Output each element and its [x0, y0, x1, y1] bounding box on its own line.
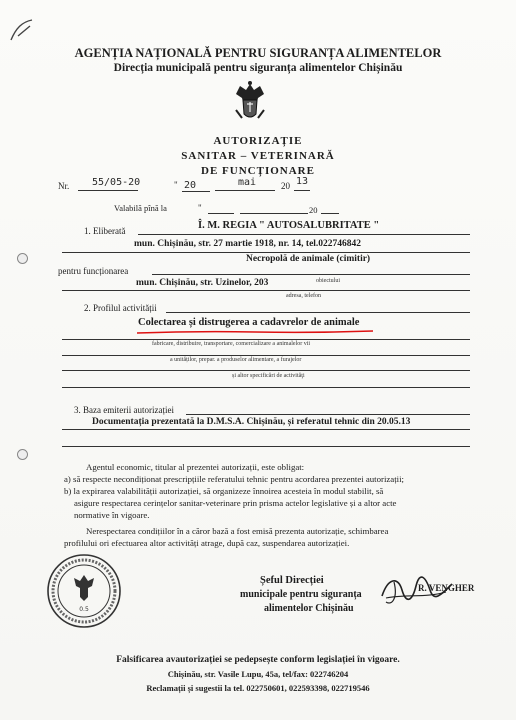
valid-until-quote: ": [198, 203, 202, 213]
address-hint: adresa, telefon: [286, 293, 321, 299]
official-stamp-icon: [46, 553, 122, 629]
operation-label: pentru funcționarea: [58, 266, 129, 276]
number-label: Nr.: [58, 181, 70, 191]
date-quote: ": [174, 180, 178, 190]
date-day: 20: [184, 180, 197, 191]
agency-title: AGENȚIA NAȚIONALĂ PENTRU SIGURANȚA ALIMENTELOR: [74, 46, 442, 60]
date-year: 13: [296, 176, 309, 187]
activity-profile-label: 2. Profilul activității: [84, 303, 157, 313]
signatory-title-2: municipale pentru siguranța: [240, 589, 362, 600]
svg-text:0.5: 0.5: [79, 606, 89, 613]
signatory-title-1: Șeful Direcției: [260, 575, 324, 586]
footer-address: Chișinău, str. Vasile Lupu, 45a, tel/fax: 022746204: [167, 669, 349, 679]
activity-profile-value: Colectarea și distrugerea a cadavrelor de animale: [138, 317, 360, 328]
obligation-b1: b) la expirarea valabilității autorizației, să organizeze înnoirea acesteia în modul stabilit, să: [64, 486, 384, 496]
agency-subtitle: Direcția municipală pentru siguranța alimentelor Chișinău: [113, 62, 403, 74]
date-year-prefix: 20: [281, 181, 290, 191]
punch-hole: [17, 449, 28, 460]
corner-mark-icon: [8, 18, 38, 44]
consequence-2: profilului ori efectuarea altor activități atrage, după caz, suspendarea autorizației.: [64, 538, 350, 548]
obligation-a: a) să respecte necondiționat prescripțiile referatului tehnic pentru acordarea prezentei autorizații;: [64, 474, 404, 484]
red-underline: [135, 327, 375, 337]
facility-hint: obiectului: [316, 278, 340, 284]
facility-address: mun. Chișinău, str. Uzinelor, 203: [136, 278, 269, 288]
activity-hint-1: fabricare, distribuire, transportare, comercializare a animalelor vii: [152, 341, 311, 347]
company-name: Î. M. REGIA " AUTOSALUBRITATE ": [198, 220, 380, 231]
document-title-line2: SANITAR – VETERINARĂ: [181, 150, 335, 162]
consequence-1: Nerespectarea condițiilor în a căror bază a fost emisă prezenta autorizație, schimbarea: [86, 526, 389, 536]
signatory-name: R. VENGHER: [418, 583, 475, 593]
issued-to-label: 1. Eliberată: [84, 226, 126, 236]
signatory-title-3: alimentelor Chișinău: [264, 603, 354, 614]
obligations-intro: Agentul economic, titular al prezentei autorizații, este obligat:: [86, 462, 305, 472]
coat-of-arms-icon: [230, 80, 270, 126]
footer-warning: Falsificarea avautorizației se pedepsește conform legislației în vigoare.: [116, 655, 400, 665]
document-title: AUTORIZAȚIE: [213, 135, 303, 147]
company-address: mun. Chișinău, str. 27 martie 1918, nr. 14, tel.022746842: [134, 239, 362, 249]
date-month: mai: [238, 177, 257, 188]
basis-value: Documentația prezentată la D.M.S.A. Chișinău, și referatul tehnic din 20.05.13: [92, 417, 411, 427]
basis-label: 3. Baza emiterii autorizației: [74, 405, 174, 415]
valid-until-label: Valabilă pînă la: [114, 203, 167, 213]
activity-hint-3: și altor specificări de activităţi: [232, 373, 305, 379]
punch-hole: [17, 253, 28, 264]
facility-name: Necropolă de animale (cimitir): [246, 254, 371, 264]
number-value: 55/05-20: [92, 177, 141, 188]
document-title-line3: DE FUNCȚIONARE: [201, 165, 315, 177]
activity-hint-2: a unităților, prepar. a produselor alimentare, a furajelor: [170, 357, 302, 363]
valid-until-year: 20: [309, 205, 318, 215]
footer-complaints: Reclamații și sugestii la tel. 022750601, 022593398, 022719546: [146, 683, 370, 693]
obligation-b2: asigure respectarea cerințelor sanitar-veterinare prin prisma actelor legislative și a altor acte: [74, 498, 397, 508]
obligation-b3: normative în vigoare.: [74, 510, 150, 520]
